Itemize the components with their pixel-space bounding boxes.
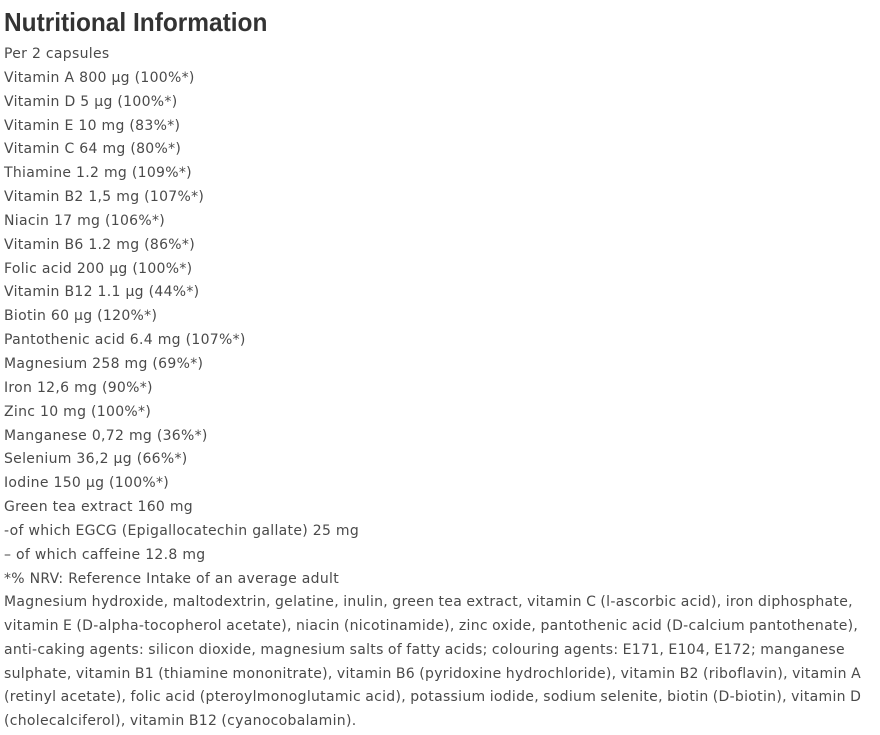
page-title: Nutritional Information xyxy=(4,7,268,37)
list-item: Vitamin B12 1.1 µg (44%*) xyxy=(4,284,200,301)
nrv-footnote: *% NRV: Reference Intake of an average adult xyxy=(4,570,340,587)
list-item: Manganese 0,72 mg (36%*) xyxy=(4,427,208,444)
list-item: Thiamine 1.2 mg (109%*) xyxy=(4,165,192,182)
list-item: Iron 12,6 mg (90%*) xyxy=(4,379,153,396)
list-item: Folic acid 200 µg (100%*) xyxy=(4,260,193,277)
list-item: Vitamin D 5 µg (100%*) xyxy=(4,93,178,110)
ingredients-paragraph: Magnesium hydroxide, maltodextrin, gelatine, inulin, green tea extract, vitamin C (l-ascorbic acid), iron diphosphate, vitamin E (D-alpha-tocopherol acetate), niacin (nicotinamide), zinc oxide, pantothenic acid (D-calcium pantothenate), anti-caking agents: silicon dioxide, magnesium salts of fatty acids; colouring agents: E171, E104, E172; manganese sulphate, vitamin B1 (thiamine mononitrate), vitamin B6 (pyridoxine hydrochloride), vitamin B2 (riboflavin), vitamin A (retinyl acetate), folic acid (pteroylmonoglutamic acid), potassium iodide, sodium selenite, biotin (D-biotin), vitamin D (cholecalciferol), vitamin B12 (cyanocobalamin). xyxy=(4,594,862,729)
list-item: Biotin 60 µg (120%*) xyxy=(4,308,158,325)
list-item: Zinc 10 mg (100%*) xyxy=(4,403,152,420)
list-item: -of which EGCG (Epigallocatechin gallate) 25 mg xyxy=(4,522,360,539)
list-item: Vitamin B6 1.2 mg (86%*) xyxy=(4,236,195,253)
list-item: Pantothenic acid 6.4 mg (107%*) xyxy=(4,332,246,349)
list-item: – of which caffeine 12.8 mg xyxy=(4,546,206,563)
list-item: Per 2 capsules xyxy=(4,46,110,62)
list-item: Magnesium 258 mg (69%*) xyxy=(4,355,204,372)
nutrient-list xyxy=(4,43,876,591)
nutrition-panel xyxy=(4,0,876,734)
list-item: Vitamin A 800 µg (100%*) xyxy=(4,69,195,86)
list-item: Iodine 150 µg (100%*) xyxy=(4,475,170,492)
list-item: Selenium 36,2 µg (66%*) xyxy=(4,451,188,468)
list-item: Vitamin B2 1,5 mg (107%*) xyxy=(4,189,205,206)
list-item: Green tea extract 160 mg xyxy=(4,499,193,516)
list-item: Niacin 17 mg (106%*) xyxy=(4,212,166,229)
list-item: Vitamin C 64 mg (80%*) xyxy=(4,141,182,158)
list-item: Vitamin E 10 mg (83%*) xyxy=(4,117,181,134)
